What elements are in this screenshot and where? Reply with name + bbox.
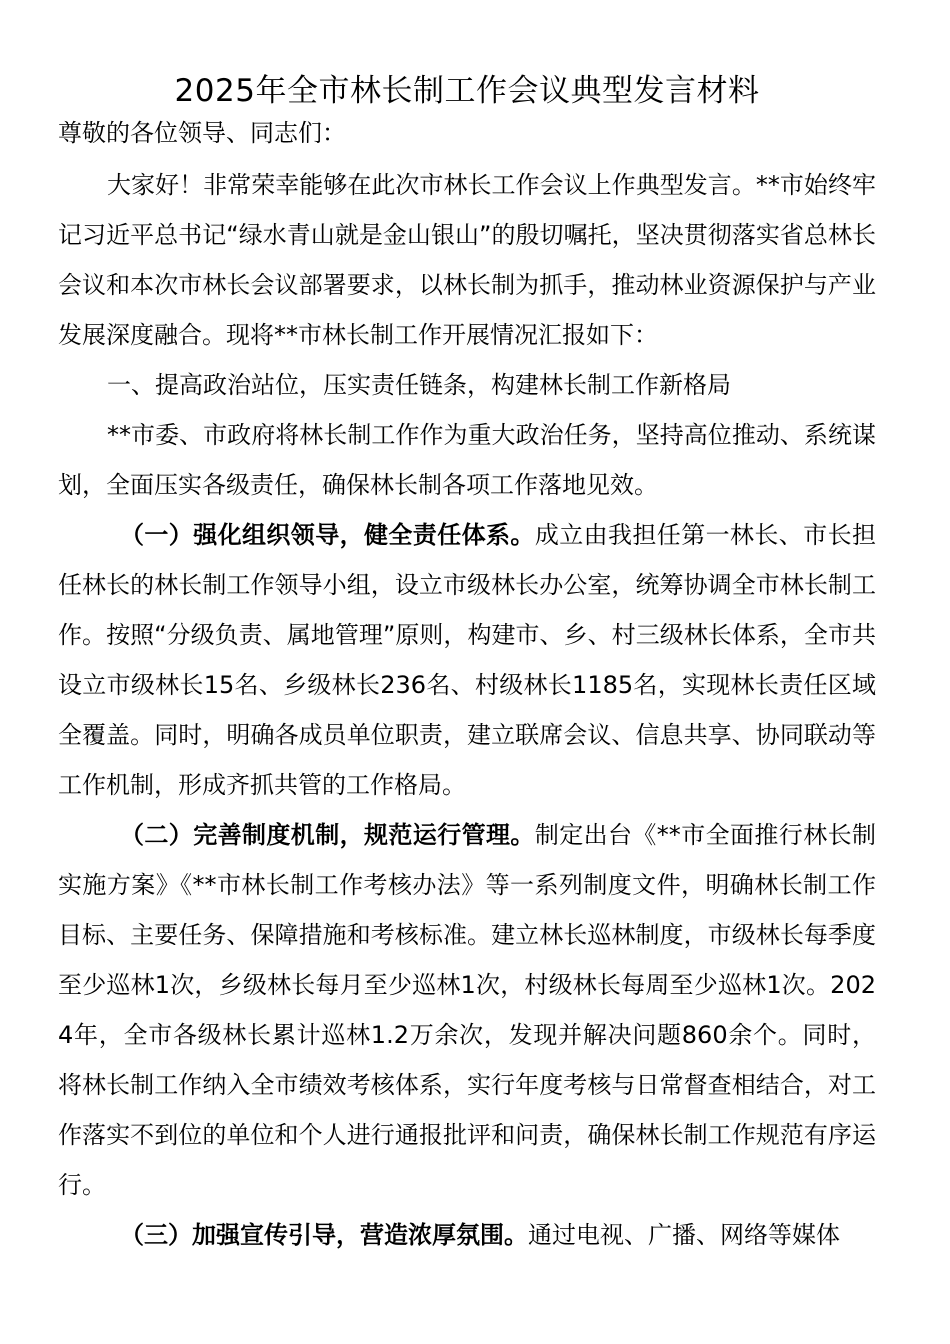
document-title: 2025年全市林长制工作会议典型发言材料 [174,73,760,109]
item-3-paragraph [58,1210,876,1260]
intro-paragraph: 大家好！非常荣幸能够在此次市林长工作会议上作典型发言。**市始终牢记习近平总书记“绿水青山就是金山银山”的殷切嘱托，坚决贯彻落实省总林长会议和本次市林长会议部署要求，以林长制为抓手，推动林业资源保护与产业发展深度融合。现将**市林长制工作开展情况汇报如下： [58,171,876,349]
salutation: 尊敬的各位领导、同志们： [58,119,346,147]
document-page [58,66,876,1260]
section-1-body: **市委、市政府将林长制工作作为重大政治任务，坚持高位推动、系统谋划，全面压实各级责任，确保林长制各项工作落地见效。 [58,421,876,499]
section-1-heading: 一、提高政治站位，压实责任链条，构建林长制工作新格局 [107,371,731,399]
item-2-body: 制定出台《**市全面推行林长制实施方案》《**市林长制工作考核办法》等一系列制度文件，明确林长制工作目标、主要任务、保障措施和考核标准。建立林长巡林制度，市级林长每季度至少巡林1次，乡级林长每月至少巡林1次，村级林长每周至少巡林1次。2024年，全市各级林长累计巡林1.2万余次，发现并解决问题860余个。同时，将林长制工作纳入全市绩效考核体系，实行年度考核与日常督查相结合，对工作落实不到位的单位和个人进行通报批评和问责，确保林长制工作规范有序运行。 [58,821,877,1199]
item-1-paragraph [58,510,876,810]
item-3-body: 通过电视、广播、网络等媒体 [528,1221,840,1249]
item-1-lead: （一）强化组织领导，健全责任体系。 [120,521,535,549]
item-2-paragraph [58,810,876,1210]
item-2-lead: （二）完善制度机制，规范运行管理。 [120,821,535,849]
item-1-body: 成立由我担任第一林长、市长担任林长的林长制工作领导小组，设立市级林长办公室，统筹协调全市林长制工作。按照“分级负责、属地管理”原则，构建市、乡、村三级林长体系，全市共设立市级林长15名、乡级林长236名、村级林长1185名，实现林长责任区域全覆盖。同时，明确各成员单位职责，建立联席会议、信息共享、协同联动等工作机制，形成齐抓共管的工作格局。 [58,521,877,799]
item-3-lead: （三）加强宣传引导，营造浓厚氛围。 [120,1221,528,1249]
